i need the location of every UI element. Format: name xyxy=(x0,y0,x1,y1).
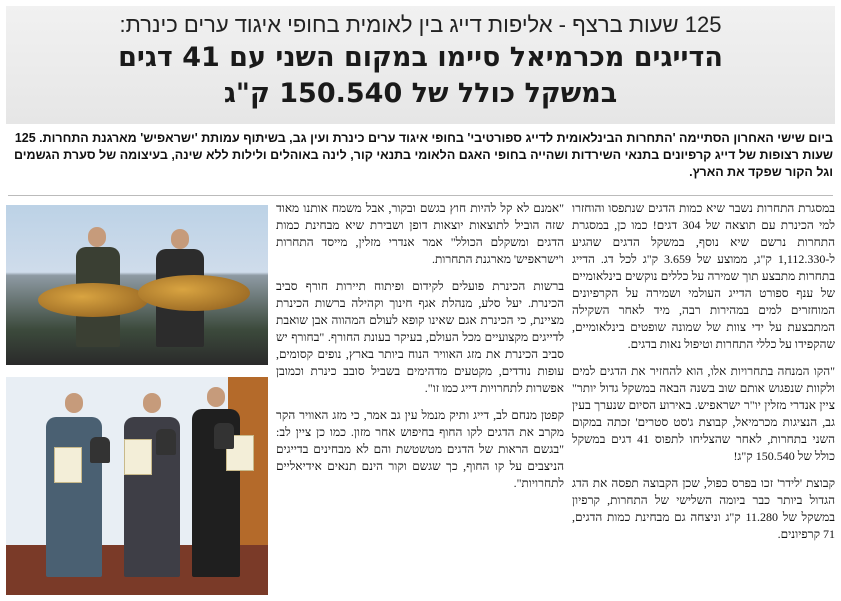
certificate xyxy=(54,447,82,483)
headline-title-line2: במשקל כולל של 150.540 ק"ג xyxy=(223,78,618,109)
paragraph: במסגרת התחרות נשבר שיא כמות הדגים שנתפסו והוחזרו למי הכינרת עם תוצאה של 304 דגים! כמו כן, במסגרת התחרות נרשם שיא נוסף, במשקל הדגים שהגיע ל-1,112.330 ק"ג, ממוצע של 3.659 ק"ג לכל דג. הדייג בתחרות מתבצע תוך שמירה על כללים נוקשים בינלאומיים של ענף ספורט הדייג העולמי ושמירה על הקרפיונים המוחזרים למים במהירות רבה, מיד לאחר השקילה המתבצעת על ידי צוות של שמונה שופטים בינלאומיים, שהקפידו על כללי התחרות וטיפול נאות בדגים. xyxy=(572,201,836,351)
lead-paragraph: ביום שישי האחרון הסתיימה 'התחרות הבינלאומית לדייג ספורטיבי' בחופי איגוד ערים כינרת ועין גב, בשיתוף עמותת 'ישראפיש' מארגנת התחרות. 125 שעות רצופות של דייג קרפיונים בתנאי השירדות ושהייה בחופי האגם הלאומי בתנאי קור, לינה באוהלים ולילות ללא שינה, בעיצומה של סערת הגשמים וגל הקור שפקד את הארץ. xyxy=(13,131,833,179)
fisherman-head xyxy=(88,227,106,247)
article-column-middle xyxy=(276,200,564,502)
carp-fish xyxy=(138,275,250,311)
trophy-icon xyxy=(214,423,234,449)
paragraph: ברשות הכינרת פועלים לקידום ופיתוח תיירות חורף סביב הכינרת. יעל סלע, מנהלת אגף חינוך וקהילה ברשות הכינרת מציינת, כי הכינרת אגם שאינו קופא לעולם המהווה אבן שואבת לדייגים מקצועיים מכל העולם, בעיקר בעונת החורף. "בחורף יש סביב הכינרת את מזג האוויר הנוח ביותר בארץ, נופים קסומים, עופות נודדים, מקטעים מדהימים בשביל סובב כינרת וכמובן אפשרות לתחרויות דייג כמו זו". xyxy=(276,279,564,395)
winner-head xyxy=(143,393,161,413)
divider xyxy=(8,195,833,196)
paragraph: "הקו המנחה בתחרויות אלו, הוא להחזיר את הדגים למים ולקוות שנפגוש אותם שוב בשנה הבאה במשקל גדול יותר" ציין אנדרי מזלין יו"ר ישראפיש. באירוע הסיום שנערך בעין גב, הנציגות מכרמיאל, קבוצת ג'סט סטרים' זכתה במקום השני בתחרות, לאחר שהצליחו לתפוס 41 דגים במשקל כולל של 150.540 ק"ג! xyxy=(572,364,836,463)
article-column-right xyxy=(572,200,835,553)
trophy-icon xyxy=(156,429,176,455)
winner-head xyxy=(207,387,225,407)
certificate xyxy=(124,439,152,475)
paragraph: קפטן מנחם לב, דייג ותיק מנמל עין גב אמר, כי מזג האוויר הקר מקרב את הדגים לקו החוף בחיפוש אחר מזון. כמו כן ציין לב: "בגשם הראות של הדגים מטשטשת והם לא מבחינים בדייגים הניצבים על קו החוף, כך שגשם וקור הינם תנאים אידיאליים לתחרויות". xyxy=(276,408,564,490)
headline-box xyxy=(6,6,835,124)
paragraph: קבוצת 'לידר' זכו בפרס כפול, שכן הקבוצה תפסה את הדג הגדול ביותר כבר ביומה השלישי של התחרות, קרפיון במשקל של 11.280 ק"ג וניצחה גם מבחינת כמות הדגים, 71 קרפיונים. xyxy=(572,476,835,541)
headline-kicker: 125 שעות ברצף - אליפות דייג בין לאומית בחופי איגוד ערים כינרת: xyxy=(119,12,722,37)
winner-head xyxy=(65,393,83,413)
carp-fish xyxy=(38,283,148,317)
trophy-icon xyxy=(90,437,110,463)
photo-winners-ceremony xyxy=(6,377,268,595)
headline-title-line1: הדייגים מכרמיאל סיימו במקום השני עם 41 דגים xyxy=(118,42,723,73)
fisherman-head xyxy=(171,229,189,249)
paragraph: "אמנם לא קל להיות חוץ בגשם ובקור, אבל משמח אותנו מאוד שזה הוביל לתוצאות יוצאות דופן ושבירת שיא מבחינת כמות הדגים ומשקלם הכולל" אמר אנדרי מזלין, מייסד התחרות ו'ישראפיש' מארגנת התחרות. xyxy=(276,201,564,266)
photo-fishermen-with-carp xyxy=(6,205,268,365)
